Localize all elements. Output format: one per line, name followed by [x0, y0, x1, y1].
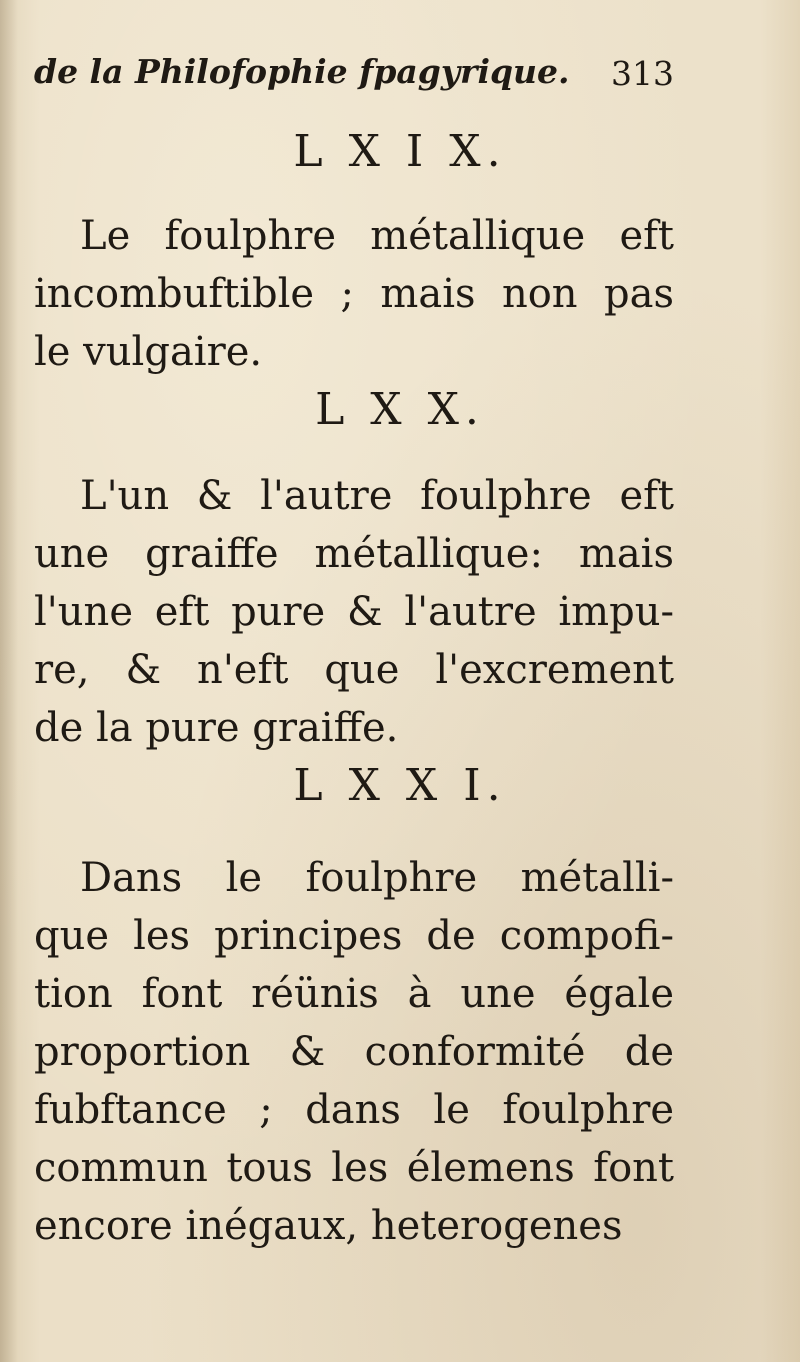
text-line: tion font réünis à une égale [34, 971, 674, 1017]
section-heading-lxix: L X I X. [293, 126, 507, 177]
text-line: l'une eft pure & l'autre impu- [34, 589, 674, 635]
text-line: encore inégaux, heterogenes [34, 1203, 623, 1249]
text-line: incombuftible ; mais non pas [34, 271, 674, 317]
text-line: que les principes de compofi- [34, 913, 674, 959]
section-heading-lxx: L X X. [315, 384, 485, 435]
text-line: re, & n'eft que l'excrement [34, 647, 674, 693]
text-line: commun tous les élemens font [34, 1145, 674, 1191]
text-line: fubftance ; dans le foulphre [34, 1087, 674, 1133]
gutter-shadow [0, 0, 18, 1362]
text-line: Dans le foulphre métalli- [80, 855, 674, 901]
text-line: Le foulphre métallique eft [80, 213, 674, 259]
text-line: de la pure graiffe. [34, 705, 399, 751]
running-head [34, 52, 674, 102]
text-line: une graiffe métallique: mais [34, 531, 674, 577]
text-line: L'un & l'autre foulphre eft [80, 473, 674, 519]
running-title: de la Philofophie fpagyrique. [34, 52, 570, 91]
page-number: 313 [611, 54, 674, 93]
text-line: proportion & conformité de [34, 1029, 674, 1075]
section-heading-lxxi: L X X I. [293, 760, 507, 811]
text-line: le vulgaire. [34, 329, 263, 375]
